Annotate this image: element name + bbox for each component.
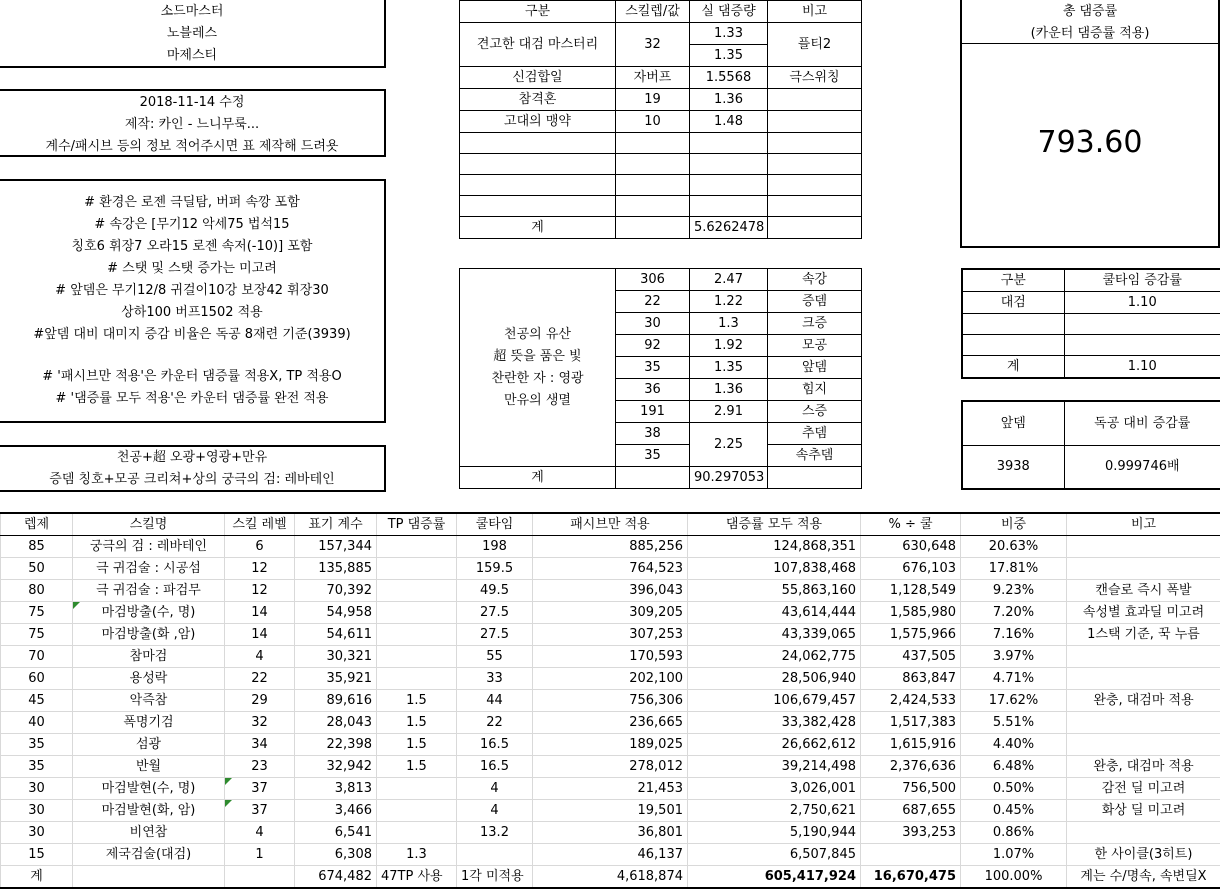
skill-name: 마검방출(수, 명) (73, 602, 225, 624)
level-req: 85 (1, 536, 73, 558)
note-line: #앞뎀 대비 대미지 증감 비율은 독공 8재련 기준(3939) (33, 327, 351, 342)
table-row (1, 690, 1220, 712)
skill-level (225, 866, 295, 889)
cooldown (457, 844, 533, 866)
col-header: 구분 (460, 1, 616, 23)
cooldown: 33 (457, 668, 533, 690)
passive-damage: 202,100 (533, 668, 688, 690)
passive-damage: 170,593 (533, 646, 688, 668)
build-line-2: 증뎀 칭호+모공 크리쳐+상의 궁극의 검: 레바테인 (49, 472, 335, 487)
passive-damage: 885,256 (533, 536, 688, 558)
set-value: 92 (616, 335, 690, 357)
remark: 캔슬로 즉시 폭발 (1067, 580, 1220, 602)
coefficient: 54,958 (295, 602, 377, 624)
skill-damage-main-table (0, 512, 1220, 889)
total-title: 총 댐증률 (1062, 4, 1118, 19)
skill-level: 14 (225, 624, 295, 646)
cooldown: 159.5 (457, 558, 533, 580)
skill-name: 참격혼 (460, 89, 616, 111)
set-stat: 힘지 (768, 379, 862, 401)
skill-name: 극 귀검술 : 파검무 (73, 580, 225, 602)
remark: 계는 수/명속, 속변딜X (1067, 866, 1220, 889)
col-header: 비고 (768, 1, 862, 23)
tp-rate (377, 668, 457, 690)
cooldown: 55 (457, 646, 533, 668)
tp-rate: 47TP 사용 (377, 866, 457, 889)
sum-label: 계 (460, 467, 616, 489)
table-row (1, 844, 1220, 866)
total-damage-box (960, 0, 1220, 248)
note-line: # 속강은 [무기12 악세75 법석15 (94, 217, 290, 232)
cooldown: 16.5 (457, 734, 533, 756)
sum-label: 계 (460, 217, 616, 239)
note-line: 상하100 버프1502 적용 (121, 305, 263, 320)
class-rank: 노블레스 (166, 26, 218, 41)
cooldown: 22 (457, 712, 533, 734)
build-box (0, 445, 386, 492)
damage-per-cooldown: 1,615,916 (861, 734, 961, 756)
table-row (1, 712, 1220, 734)
skill-value: 1.33 (690, 23, 768, 45)
set-name (460, 269, 616, 467)
skill-level: 19 (616, 89, 690, 111)
damage-per-cooldown: 676,103 (861, 558, 961, 580)
cooldown: 4 (457, 778, 533, 800)
coefficient: 70,392 (295, 580, 377, 602)
share: 17.62% (961, 690, 1067, 712)
skill-name: 마검방출(화 ,암) (73, 624, 225, 646)
passive-damage: 21,453 (533, 778, 688, 800)
remark (1067, 646, 1220, 668)
skill-level: 14 (225, 602, 295, 624)
coefficient: 3,813 (295, 778, 377, 800)
col-header: 렙제 (1, 513, 73, 536)
set-multiplier: 2.91 (690, 401, 768, 423)
col-header: 스킬명 (73, 513, 225, 536)
set-value: 191 (616, 401, 690, 423)
full-damage: 43,614,444 (688, 602, 861, 624)
full-damage: 5,190,944 (688, 822, 861, 844)
total-subtitle: (카운터 댐증률 적용) (1030, 26, 1150, 41)
level-req: 60 (1, 668, 73, 690)
damage-per-cooldown: 1,575,966 (861, 624, 961, 646)
tp-rate (377, 646, 457, 668)
set-name-line: 천공의 유산 (504, 326, 571, 342)
skill-level: 4 (225, 646, 295, 668)
skill-level: 12 (225, 580, 295, 602)
note-line: # '댐증률 모두 적용'은 카운터 댐증률 완전 적용 (55, 391, 329, 406)
set-value: 38 (616, 423, 690, 445)
share: 17.81% (961, 558, 1067, 580)
note-line: 칭호6 휘장7 오라15 로젠 속저(-10)] 포함 (71, 239, 313, 254)
sum-value: 1.10 (1064, 356, 1220, 379)
set-value: 22 (616, 291, 690, 313)
set-value: 35 (616, 357, 690, 379)
skill-value: 1.48 (690, 111, 768, 133)
skill-level: 4 (225, 822, 295, 844)
set-multiplier: 1.36 (690, 379, 768, 401)
coefficient: 674,482 (295, 866, 377, 889)
tp-rate: 1.5 (377, 734, 457, 756)
share: 4.71% (961, 668, 1067, 690)
table-row (1, 646, 1220, 668)
tp-rate (377, 778, 457, 800)
set-stat: 속강 (768, 269, 862, 291)
remark: 화상 딜 미고려 (1067, 800, 1220, 822)
level-req: 35 (1, 756, 73, 778)
share: 0.50% (961, 778, 1067, 800)
remark (1067, 734, 1220, 756)
remark (1067, 668, 1220, 690)
passive-damage: 396,043 (533, 580, 688, 602)
ratio-value: 0.999746배 (1064, 445, 1220, 489)
damage-per-cooldown: 1,517,383 (861, 712, 961, 734)
coefficient: 22,398 (295, 734, 377, 756)
cooldown: 44 (457, 690, 533, 712)
set-multiplier: 1.22 (690, 291, 768, 313)
cooldown-table (961, 268, 1220, 379)
table-row (1, 580, 1220, 602)
level-req: 70 (1, 646, 73, 668)
tp-rate (377, 580, 457, 602)
set-multiplier: 1.35 (690, 357, 768, 379)
level-req: 30 (1, 778, 73, 800)
passive-damage: 236,665 (533, 712, 688, 734)
set-multiplier: 1.92 (690, 335, 768, 357)
full-damage: 107,838,468 (688, 558, 861, 580)
note-line: # 앞뎀은 무기12/8 귀걸이10강 보장42 휘장30 (55, 283, 329, 298)
full-damage: 3,026,001 (688, 778, 861, 800)
level-req: 30 (1, 800, 73, 822)
damage-per-cooldown: 437,505 (861, 646, 961, 668)
skill-name: 악즉참 (73, 690, 225, 712)
full-damage: 43,339,065 (688, 624, 861, 646)
col-header: 독공 대비 증감률 (1064, 401, 1220, 445)
full-damage: 6,507,845 (688, 844, 861, 866)
share: 4.40% (961, 734, 1067, 756)
passive-damage: 189,025 (533, 734, 688, 756)
remark (1067, 712, 1220, 734)
skill-name: 견고한 대검 마스터리 (460, 23, 616, 67)
passive-damage: 36,801 (533, 822, 688, 844)
set-stat: 추뎀 (768, 423, 862, 445)
revision-date: 2018-11-14 수정 (139, 95, 245, 110)
coefficient: 3,466 (295, 800, 377, 822)
full-damage: 26,662,612 (688, 734, 861, 756)
skill-note: 극스위칭 (768, 67, 862, 89)
table-row (1, 778, 1220, 800)
level-req: 80 (1, 580, 73, 602)
passive-damage: 19,501 (533, 800, 688, 822)
cooldown: 16.5 (457, 756, 533, 778)
set-stat: 증뎀 (768, 291, 862, 313)
coefficient: 30,321 (295, 646, 377, 668)
class-awakening: 마제스티 (166, 48, 218, 63)
skill-value: 1.36 (690, 89, 768, 111)
remark: 감전 딜 미고려 (1067, 778, 1220, 800)
col-header: % ÷ 쿨 (861, 513, 961, 536)
table-row (1, 734, 1220, 756)
full-damage: 605,417,924 (688, 866, 861, 889)
remark: 완충, 대검마 적용 (1067, 690, 1220, 712)
damage-per-cooldown: 687,655 (861, 800, 961, 822)
col-header: 패시브만 적용 (533, 513, 688, 536)
skill-level: 34 (225, 734, 295, 756)
share: 6.48% (961, 756, 1067, 778)
share: 100.00% (961, 866, 1067, 889)
full-damage: 39,214,498 (688, 756, 861, 778)
full-damage: 33,382,428 (688, 712, 861, 734)
passive-damage: 764,523 (533, 558, 688, 580)
request-note: 계수/패시브 등의 정보 적어주시면 표 제작해 드려욧 (45, 139, 339, 154)
set-value: 35 (616, 445, 690, 467)
passive-damage: 307,253 (533, 624, 688, 646)
class-name: 소드마스터 (160, 4, 224, 19)
maker-credit: 제작: 카인 - 느니무룩... (124, 117, 260, 132)
note-line: # 스탯 및 스탯 증가는 미고려 (107, 261, 277, 276)
level-req: 30 (1, 822, 73, 844)
full-damage: 124,868,351 (688, 536, 861, 558)
tp-rate (377, 536, 457, 558)
cool-value: 1.10 (1064, 292, 1220, 314)
remark (1067, 558, 1220, 580)
set-stat: 크증 (768, 313, 862, 335)
set-stat: 스증 (768, 401, 862, 423)
coefficient: 54,611 (295, 624, 377, 646)
table-row (1, 602, 1220, 624)
set-stat: 속추뎀 (768, 445, 862, 467)
skill-name: 극 귀검술 : 시공섬 (73, 558, 225, 580)
class-title-box (0, 0, 386, 68)
skill-level: 12 (225, 558, 295, 580)
table-row (1, 624, 1220, 646)
col-header: 쿨타임 증감률 (1064, 269, 1220, 292)
damage-per-cooldown: 1,585,980 (861, 602, 961, 624)
total-row (1, 866, 1220, 889)
cooldown: 13.2 (457, 822, 533, 844)
level-req: 35 (1, 734, 73, 756)
coefficient: 135,885 (295, 558, 377, 580)
skill-value: 1.5568 (690, 67, 768, 89)
notes-box (0, 179, 386, 423)
damage-per-cooldown: 2,424,533 (861, 690, 961, 712)
skill-level: 29 (225, 690, 295, 712)
col-header: 비중 (961, 513, 1067, 536)
col-header: TP 댐증률 (377, 513, 457, 536)
damage-per-cooldown: 1,128,549 (861, 580, 961, 602)
skill-level: 1 (225, 844, 295, 866)
full-damage: 28,506,940 (688, 668, 861, 690)
coefficient: 35,921 (295, 668, 377, 690)
set-stat: 앞뎀 (768, 357, 862, 379)
damage-per-cooldown: 630,648 (861, 536, 961, 558)
skill-note: 플티2 (768, 23, 862, 67)
info-box (0, 89, 386, 157)
level-req: 50 (1, 558, 73, 580)
damage-per-cooldown: 16,670,475 (861, 866, 961, 889)
cooldown: 4 (457, 800, 533, 822)
full-damage: 2,750,621 (688, 800, 861, 822)
table-row (1, 756, 1220, 778)
header-row (1, 513, 1220, 536)
skill-name: 섬광 (73, 734, 225, 756)
tp-rate (377, 822, 457, 844)
share: 5.51% (961, 712, 1067, 734)
table-row (1, 536, 1220, 558)
cool-label: 대검 (962, 292, 1064, 314)
remark: 속성별 효과딜 미고려 (1067, 602, 1220, 624)
full-damage: 106,679,457 (688, 690, 861, 712)
share: 7.16% (961, 624, 1067, 646)
damage-per-cooldown (861, 844, 961, 866)
passive-damage: 46,137 (533, 844, 688, 866)
sum-value: 5.6262478 (690, 217, 768, 239)
tp-rate (377, 624, 457, 646)
level-req: 계 (1, 866, 73, 889)
set-value: 36 (616, 379, 690, 401)
set-stat: 모공 (768, 335, 862, 357)
set-value: 306 (616, 269, 690, 291)
note-line: # '패시브만 적용'은 카운터 댐증률 적용X, TP 적용O (42, 369, 342, 384)
skill-name: 비연참 (73, 822, 225, 844)
cooldown: 198 (457, 536, 533, 558)
tp-rate: 1.3 (377, 844, 457, 866)
skill-name: 참마검 (73, 646, 225, 668)
skill-value: 1.35 (690, 45, 768, 67)
remark: 완충, 대검마 적용 (1067, 756, 1220, 778)
skill-name: 폭명기검 (73, 712, 225, 734)
col-header: 스킬렙/값 (616, 1, 690, 23)
set-multiplier: 2.47 (690, 269, 768, 291)
coefficient: 89,616 (295, 690, 377, 712)
skill-level: 23 (225, 756, 295, 778)
share: 20.63% (961, 536, 1067, 558)
damage-per-cooldown: 2,376,636 (861, 756, 961, 778)
level-req: 75 (1, 602, 73, 624)
level-req: 40 (1, 712, 73, 734)
table-row (1, 668, 1220, 690)
share: 7.20% (961, 602, 1067, 624)
cooldown: 49.5 (457, 580, 533, 602)
level-req: 75 (1, 624, 73, 646)
skill-level: 22 (225, 668, 295, 690)
note-line (0, 346, 384, 366)
coefficient: 32,942 (295, 756, 377, 778)
passive-damage: 309,205 (533, 602, 688, 624)
level-req: 45 (1, 690, 73, 712)
passive-damage: 278,012 (533, 756, 688, 778)
share: 1.07% (961, 844, 1067, 866)
coefficient: 6,541 (295, 822, 377, 844)
skill-level: 10 (616, 111, 690, 133)
col-header: 쿨타임 (457, 513, 533, 536)
share: 0.86% (961, 822, 1067, 844)
cooldown: 1각 미적용 (457, 866, 533, 889)
table-row (1, 800, 1220, 822)
sum-value: 90.297053 (690, 467, 768, 489)
skill-level: 37 (225, 778, 295, 800)
coefficient: 6,308 (295, 844, 377, 866)
skill-name: 마검발현(화, 암) (73, 800, 225, 822)
skill-name: 궁극의 검 : 레바테인 (73, 536, 225, 558)
coefficient: 28,043 (295, 712, 377, 734)
skill-name: 마검발현(수, 명) (73, 778, 225, 800)
col-header: 표기 계수 (295, 513, 377, 536)
tp-rate: 1.5 (377, 712, 457, 734)
share: 9.23% (961, 580, 1067, 602)
ratio-table (961, 400, 1220, 490)
set-name-line: 超 뜻을 품은 빛 (493, 348, 582, 364)
remark: 1스택 기준, 꾹 누름 (1067, 624, 1220, 646)
set-value: 30 (616, 313, 690, 335)
col-header: 댐증률 모두 적용 (688, 513, 861, 536)
tp-rate (377, 602, 457, 624)
skill-name: 용성락 (73, 668, 225, 690)
col-header: 비고 (1067, 513, 1220, 536)
tp-rate: 1.5 (377, 756, 457, 778)
cooldown: 27.5 (457, 624, 533, 646)
level-req: 15 (1, 844, 73, 866)
tp-rate: 1.5 (377, 690, 457, 712)
skill-damage-table (459, 0, 862, 239)
damage-per-cooldown: 393,253 (861, 822, 961, 844)
skill-level: 37 (225, 800, 295, 822)
table-row (1, 822, 1220, 844)
damage-per-cooldown: 756,500 (861, 778, 961, 800)
total-damage-value: 793.60 (1037, 125, 1143, 160)
set-multiplier: 1.3 (690, 313, 768, 335)
sum-label: 계 (962, 356, 1064, 379)
skill-name: 제국검술(대검) (73, 844, 225, 866)
skill-level: 6 (225, 536, 295, 558)
skill-name: 신검합일 (460, 67, 616, 89)
skill-name (73, 866, 225, 889)
full-damage: 24,062,775 (688, 646, 861, 668)
front-damage-value: 3938 (962, 445, 1064, 489)
full-damage: 55,863,160 (688, 580, 861, 602)
col-header: 앞뎀 (962, 401, 1064, 445)
set-multiplier: 2.25 (690, 423, 768, 467)
tp-rate (377, 558, 457, 580)
tp-rate (377, 800, 457, 822)
cooldown: 27.5 (457, 602, 533, 624)
damage-per-cooldown: 863,847 (861, 668, 961, 690)
share: 0.45% (961, 800, 1067, 822)
col-header: 스킬 레벨 (225, 513, 295, 536)
set-name-line: 찬란한 자 : 영광 (491, 370, 584, 386)
table-row (1, 558, 1220, 580)
skill-name: 고대의 맹약 (460, 111, 616, 133)
skill-level: 자버프 (616, 67, 690, 89)
col-header: 실 댐증량 (690, 1, 768, 23)
coefficient: 157,344 (295, 536, 377, 558)
note-line: # 환경은 로젠 극딜탐, 버퍼 속깡 포함 (84, 195, 300, 210)
remark: 한 사이클(3히트) (1067, 844, 1220, 866)
col-header: 구분 (962, 269, 1064, 292)
set-effect-table (459, 268, 862, 489)
passive-damage: 756,306 (533, 690, 688, 712)
share: 3.97% (961, 646, 1067, 668)
passive-damage: 4,618,874 (533, 866, 688, 889)
skill-level: 32 (616, 23, 690, 67)
remark (1067, 536, 1220, 558)
skill-name: 반월 (73, 756, 225, 778)
set-name-line: 만유의 생멸 (504, 392, 571, 408)
remark (1067, 822, 1220, 844)
build-line-1: 천공+超 오광+영광+만유 (116, 450, 268, 465)
skill-level: 32 (225, 712, 295, 734)
